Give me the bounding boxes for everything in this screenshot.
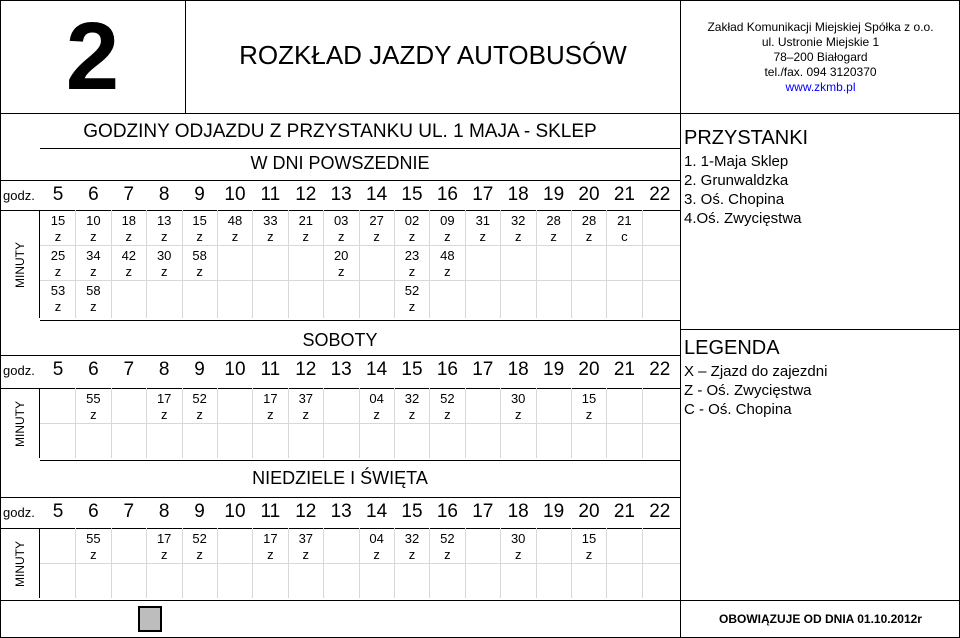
hour-label: 16 [436, 359, 458, 380]
hour-label: 22 [649, 359, 671, 380]
hour-label: 6 [88, 359, 99, 380]
hour-row-label: godz. [3, 188, 35, 203]
departure-code: z [54, 299, 62, 314]
hour-label: 5 [52, 359, 64, 380]
departure-minute: 32 [404, 391, 420, 406]
departure-code: z [514, 229, 522, 244]
hour-label: 7 [123, 501, 135, 522]
hours-row-top [0, 355, 680, 356]
route-number: 2 [65, 3, 120, 110]
hour-label: 9 [194, 184, 205, 205]
departure-minute: 25 [50, 248, 66, 263]
departure-cell [571, 213, 607, 245]
hour-label: 17 [472, 184, 494, 205]
departure-code: z [267, 229, 274, 244]
hour-label: 5 [52, 501, 64, 522]
departure-cell [75, 531, 111, 563]
stop-item: 4.Oś. Zwycięstwa [684, 210, 802, 227]
departure-cell [500, 531, 536, 563]
section-separator [40, 320, 680, 321]
hour-label: 19 [543, 184, 565, 205]
departure-minute: 32 [510, 213, 526, 228]
hour-label: 19 [543, 359, 565, 380]
hour-label: 11 [260, 184, 281, 205]
departure-cell [75, 283, 111, 315]
hour-label: 22 [649, 184, 671, 205]
departure-cell [323, 213, 359, 245]
section-title: SOBOTY [302, 330, 378, 350]
departure-minute: 28 [581, 213, 597, 228]
company-name: Zakład Komunikacji Miejskiej Spółka z o.o. [707, 20, 934, 34]
departure-minute: 31 [475, 213, 491, 228]
minutes-label: MINUTY [13, 541, 27, 587]
departure-code: z [408, 407, 416, 422]
departure-cell [146, 531, 182, 563]
departure-cell [288, 213, 324, 245]
departure-minute: 04 [369, 531, 384, 546]
departure-cell [182, 391, 218, 423]
hour-row-label: godz. [3, 505, 35, 520]
departure-cell [111, 213, 147, 245]
departure-cell [40, 248, 76, 280]
color-swatch [138, 606, 162, 632]
departure-minute: 58 [192, 248, 207, 263]
departure-cell [429, 248, 465, 280]
departure-minute: 15 [581, 391, 597, 406]
departure-cell [465, 213, 501, 245]
departure-minute: 52 [440, 531, 455, 546]
departure-cell [429, 391, 465, 423]
hour-label: 14 [366, 359, 388, 380]
hour-label: 9 [194, 501, 205, 522]
hour-label: 20 [578, 501, 600, 522]
hour-label: 17 [472, 501, 494, 522]
hour-label: 10 [224, 184, 246, 205]
departure-code: z [302, 229, 310, 244]
hour-label: 7 [123, 184, 135, 205]
departure-minute: 02 [404, 213, 420, 228]
departure-minute: 28 [546, 213, 561, 228]
departure-cell [146, 248, 182, 280]
departure-code: z [337, 264, 345, 279]
departure-cell [288, 391, 324, 423]
departure-minute: 20 [333, 248, 349, 263]
side-separator [680, 329, 960, 330]
departure-minute: 15 [581, 531, 597, 546]
departure-code: z [267, 547, 274, 562]
departure-minute: 30 [156, 248, 172, 263]
departure-code: z [408, 547, 416, 562]
hour-label: 20 [578, 359, 600, 380]
hour-label: 17 [472, 359, 494, 380]
departure-code: z [125, 229, 133, 244]
departure-minute: 30 [510, 531, 526, 546]
departure-cell [359, 213, 395, 245]
hour-label: 15 [401, 184, 423, 205]
departure-minute: 17 [156, 391, 172, 406]
hour-label: 14 [366, 501, 388, 522]
hour-label: 9 [194, 359, 205, 380]
departure-code: z [444, 229, 451, 244]
departure-code: z [160, 264, 168, 279]
departure-cell [40, 283, 76, 315]
departure-minute: 27 [369, 213, 384, 228]
departure-code: z [444, 264, 451, 279]
hour-label: 19 [543, 501, 565, 522]
hour-label: 10 [224, 501, 246, 522]
departure-code: z [160, 407, 168, 422]
company-url[interactable]: www.zkmb.pl [785, 80, 856, 94]
grid-row [40, 280, 680, 281]
grid-row [40, 563, 680, 564]
hour-label: 11 [260, 359, 281, 380]
departure-code: z [302, 407, 310, 422]
departure-cell [217, 213, 253, 245]
departure-code: z [160, 547, 168, 562]
hour-label: 16 [436, 184, 458, 205]
valid-from-line [680, 600, 960, 601]
footer-line [0, 600, 680, 601]
departure-code: z [408, 299, 416, 314]
hour-label: 12 [295, 501, 317, 522]
departure-code: z [373, 547, 380, 562]
departure-cell [182, 531, 218, 563]
minutes-label: MINUTY [13, 242, 27, 288]
departure-cell [500, 213, 536, 245]
hour-label: 15 [401, 501, 423, 522]
departure-cell [394, 248, 430, 280]
legend-title: LEGENDA [684, 337, 780, 359]
hour-label: 8 [158, 501, 170, 522]
hour-label: 21 [613, 359, 635, 380]
departure-cell [182, 213, 218, 245]
hour-label: 11 [260, 501, 281, 522]
legend-item: C - Oś. Chopina [684, 401, 792, 418]
departure-cell [500, 391, 536, 423]
hour-label: 6 [88, 501, 99, 522]
hour-label: 5 [52, 184, 64, 205]
company-city: 78–200 Białogard [773, 50, 868, 64]
departure-cell [75, 391, 111, 423]
departure-cell [571, 391, 607, 423]
departure-minute: 34 [86, 248, 101, 263]
departure-minute: 52 [192, 531, 207, 546]
departure-cell [359, 391, 395, 423]
departure-minute: 17 [263, 391, 278, 406]
departure-code: z [444, 547, 451, 562]
hours-row-bottom [0, 528, 680, 529]
stop-header: GODZINY ODJAZDU Z PRZYSTANKU UL. 1 MAJA - SKLEP [83, 121, 597, 142]
departure-cell [75, 248, 111, 280]
departure-cell [288, 531, 324, 563]
departure-cell [606, 213, 642, 245]
hour-label: 12 [295, 359, 317, 380]
departure-cell [252, 391, 288, 423]
departure-cell [429, 213, 465, 245]
hour-label: 21 [613, 501, 635, 522]
hour-label: 15 [401, 359, 423, 380]
departure-minute: 55 [86, 531, 101, 546]
hour-label: 18 [507, 359, 529, 380]
departure-minute: 33 [263, 213, 278, 228]
departure-code: z [90, 299, 97, 314]
departure-code: z [514, 547, 522, 562]
departure-minute: 55 [86, 391, 101, 406]
departure-cell [182, 248, 218, 280]
departure-code: z [125, 264, 133, 279]
hour-label: 7 [123, 359, 135, 380]
hour-label: 8 [158, 359, 170, 380]
hour-label: 13 [330, 501, 352, 522]
departure-minute: 32 [404, 531, 420, 546]
departure-code: z [90, 407, 97, 422]
departure-cell [146, 213, 182, 245]
departure-code: z [54, 264, 62, 279]
departure-minute: 04 [369, 391, 384, 406]
departure-code: z [373, 407, 380, 422]
departure-code: z [54, 229, 62, 244]
departure-code: z [479, 229, 487, 244]
departure-minute: 58 [86, 283, 101, 298]
legend-item: X – Zjazd do zajezdni [684, 363, 828, 380]
company-info [681, 20, 960, 95]
departure-code: z [267, 407, 274, 422]
grid-row [40, 423, 680, 424]
stop-item: 3. Oś. Chopina [684, 191, 785, 208]
stop-item: 1. 1-Maja Sklep [684, 153, 789, 170]
departure-minute: 17 [263, 531, 278, 546]
departure-minute: 48 [440, 248, 455, 263]
hours-row-bottom [0, 388, 680, 389]
hour-label: 18 [507, 501, 529, 522]
hour-label: 6 [88, 184, 99, 205]
departure-minute: 42 [121, 248, 137, 263]
company-street: ul. Ustronie Miejskie 1 [761, 35, 880, 49]
departure-code: z [337, 229, 345, 244]
departure-code: z [160, 229, 168, 244]
stop-item: 2. Grunwaldzka [684, 172, 789, 189]
departure-cell [394, 531, 430, 563]
departure-cell [394, 391, 430, 423]
departure-code: z [585, 547, 593, 562]
departure-minute: 10 [86, 213, 101, 228]
departure-cell [429, 531, 465, 563]
departure-minute: 48 [227, 213, 243, 228]
departure-cell [111, 248, 147, 280]
departure-code: c [621, 229, 628, 244]
hour-label: 14 [366, 184, 388, 205]
departure-minute: 17 [156, 531, 172, 546]
company-phone: tel./fax. 094 3120370 [764, 65, 877, 79]
hour-label: 12 [295, 184, 317, 205]
departure-cell [146, 391, 182, 423]
departure-cell [394, 283, 430, 315]
departure-minute: 30 [510, 391, 526, 406]
section-title: NIEDZIELE I ŚWIĘTA [252, 468, 428, 488]
section-separator [40, 148, 680, 149]
departure-cell [40, 213, 76, 245]
section-title: W DNI POWSZEDNIE [250, 153, 430, 173]
departure-minute: 53 [50, 283, 66, 298]
departure-code: z [90, 547, 97, 562]
departure-code: z [302, 547, 310, 562]
departure-code: z [196, 229, 203, 244]
departure-cell [75, 213, 111, 245]
minutes-label: MINUTY [13, 401, 27, 447]
departure-code: z [90, 264, 97, 279]
departure-cell [394, 213, 430, 245]
departure-minute: 15 [192, 213, 207, 228]
departure-minute: 52 [192, 391, 207, 406]
hour-label: 16 [436, 501, 458, 522]
departure-cell [323, 248, 359, 280]
hour-label: 13 [330, 184, 352, 205]
departure-minute: 18 [121, 213, 137, 228]
departure-code: z [90, 229, 97, 244]
departure-code: z [196, 264, 203, 279]
hour-label: 22 [649, 501, 671, 522]
hour-label: 18 [507, 184, 529, 205]
hour-label: 20 [578, 184, 600, 205]
departure-code: z [373, 229, 380, 244]
page-title: ROZKŁAD JAZDY AUTOBUSÓW [239, 40, 627, 70]
departure-minute: 37 [298, 391, 314, 406]
departure-minute: 37 [298, 531, 314, 546]
departure-code: z [585, 229, 593, 244]
departure-minute: 15 [50, 213, 66, 228]
departure-code: z [196, 407, 203, 422]
hours-row-top [0, 180, 680, 181]
departure-cell [359, 531, 395, 563]
departure-code: z [444, 407, 451, 422]
section-separator [40, 460, 680, 461]
departure-cell [252, 531, 288, 563]
departure-cell [252, 213, 288, 245]
departure-minute: 52 [404, 283, 420, 298]
departure-minute: 52 [440, 391, 455, 406]
main-divider [680, 0, 681, 638]
departure-code: z [550, 229, 557, 244]
departure-code: z [408, 264, 416, 279]
departure-code: z [231, 229, 239, 244]
departure-minute: 21 [617, 213, 632, 228]
header-bottom-line [0, 113, 960, 114]
departure-minute: 03 [333, 213, 349, 228]
departure-code: z [408, 229, 416, 244]
departure-minute: 09 [440, 213, 455, 228]
hour-row-label: godz. [3, 363, 35, 378]
legend-item: Z - Oś. Zwycięstwa [684, 382, 812, 399]
hour-label: 21 [613, 184, 635, 205]
departure-minute: 13 [156, 213, 172, 228]
grid-row [40, 245, 680, 246]
departure-minute: 21 [298, 213, 314, 228]
hours-row-top [0, 497, 680, 498]
valid-from: OBOWIĄZUJE OD DNIA 01.10.2012r [719, 612, 922, 626]
hour-label: 13 [330, 359, 352, 380]
departure-code: z [196, 547, 203, 562]
departure-cell [571, 531, 607, 563]
hours-row-bottom [0, 210, 680, 211]
departure-code: z [514, 407, 522, 422]
hour-label: 10 [224, 359, 246, 380]
departure-code: z [585, 407, 593, 422]
hour-label: 8 [158, 184, 170, 205]
departure-cell [536, 213, 572, 245]
departure-minute: 23 [404, 248, 420, 263]
stops-title: PRZYSTANKI [684, 127, 809, 149]
